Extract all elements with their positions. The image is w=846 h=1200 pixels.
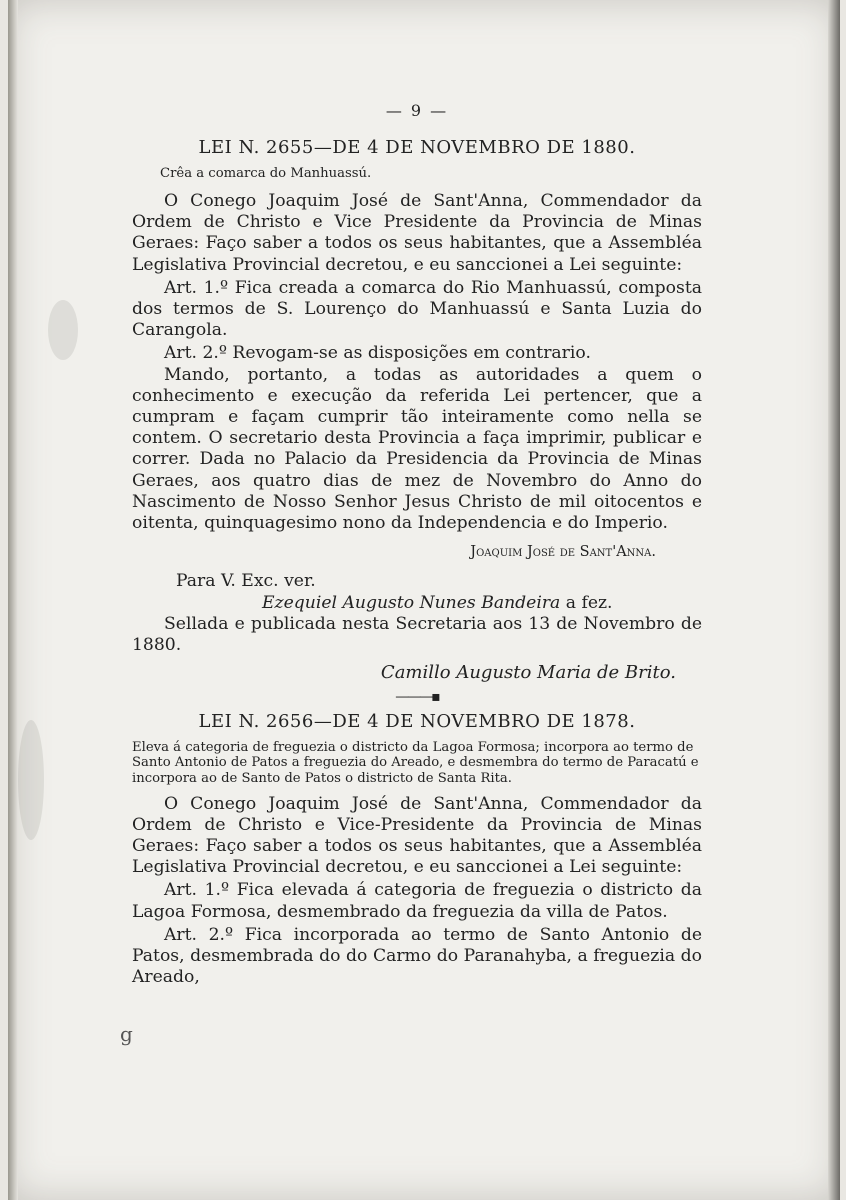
law2-article-2: Art. 2.º Fica incorporada ao termo de Santo Antonio de Patos, desmembrada do do Carmo do Paranahyba, a freguezia do Areado,: [132, 924, 702, 988]
law1-article-1: Art. 1.º Fica creada a comarca do Rio Manhuassú, composta dos termos de S. Lourenço do Manhuassú e Santa Luzia do Carangola.: [132, 277, 702, 341]
page-number: — 9 —: [385, 101, 449, 120]
law1-secretary: Camillo Augusto Maria de Brito.: [380, 662, 676, 684]
law1-writer-suffix: a fez.: [565, 592, 613, 613]
document-text: [132, 100, 702, 988]
stain: [48, 300, 78, 360]
law1-mando: Mando, portanto, a todas as autoridades a quem o conhecimento e execução da referida Lei pertencer, que a cumpram e façam cumprir tão inteiramente como nella se contem. O secretario desta Provincia a faça imprimir, publicar e correr. Dada no Palacio da Presidencia da Provincia de Minas Geraes, aos quatro dias de mez de Novembro do Anno do Nascimento de Nosso Senhor Jesus Christo de mil oitocentos e oitenta, quinquagesimo nono da Independencia e do Imperio.: [132, 364, 702, 534]
law1-article-2: Art. 2.º Revogam-se as disposições em contrario.: [164, 343, 591, 364]
law1-title: LEI N. 2655—DE 4 DE NOVEMBRO DE 1880.: [198, 137, 636, 159]
law1-writer-name: Ezequiel Augusto Nunes Bandeira: [262, 592, 561, 613]
law1-signature: Joaquim José de Sant'Anna.: [470, 544, 656, 561]
law2-intro: O Conego Joaquim José de Sant'Anna, Commendador da Ordem de Christo e Vice-Presidente da Provincia de Minas Geraes: Faço saber a todos os seus habitantes, que a Assembléa Legislativa Provincial decretou, e eu sanccionei a Lei seguinte:: [132, 793, 702, 878]
footer-mark: g: [120, 1022, 133, 1046]
law2-title: LEI N. 2656—DE 4 DE NOVEMBRO DE 1878.: [198, 710, 636, 732]
law1-summary: Crêa a comarca do Manhuassú.: [160, 166, 372, 182]
law1-intro: O Conego Joaquim José de Sant'Anna, Commendador da Ordem de Christo e Vice Presidente da Provincia de Minas Geraes: Faço saber a todos os seus habitantes, que a Assembléa Legislativa Provincial decretou, e eu sanccionei a Lei seguinte:: [132, 191, 702, 275]
law1-sealed: Sellada e publicada nesta Secretaria aos 13 de Novembro de 1880.: [132, 613, 702, 656]
law2-summary: Eleva á categoria de freguezia o districto da Lagoa Formosa; incorpora ao termo de Santo Antonio de Patos a freguezia do Areado, e desmembra do termo de Paracatú e incorpora ao de Santo de Patos o districto de Santa Rita.: [132, 739, 699, 787]
page-left-edge: [8, 0, 18, 1200]
stain: [18, 720, 44, 840]
page-right-edge: [828, 0, 840, 1200]
law1-para-ver: Para V. Exc. ver.: [176, 571, 316, 592]
section-divider: ———▪: [395, 689, 439, 706]
law1-written-by: [262, 593, 702, 614]
law2-article-1: Art. 1.º Fica elevada á categoria de freguezia o districto da Lagoa Formosa, desmembrado da freguezia da villa de Patos.: [132, 880, 702, 922]
